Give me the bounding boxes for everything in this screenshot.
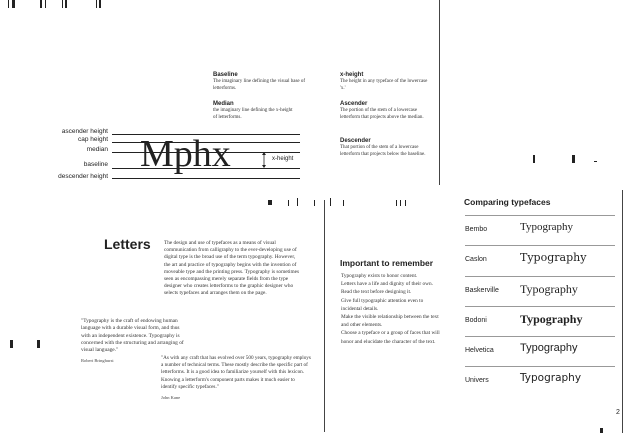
- typeface-sample: Typography: [520, 342, 578, 354]
- quote-kane: [161, 355, 311, 401]
- type-anatomy-diagram: [0, 0, 638, 190]
- diagram-sample-text: Mphx: [140, 133, 231, 175]
- comparing-heading: Comparing typefaces: [464, 197, 551, 207]
- label-cap-height: cap height: [78, 136, 108, 143]
- typeface-row-univers: [465, 366, 615, 397]
- quote-text: "As with any craft that has evolved over 500 years, typography employs a number of technical terms. These mostly describe the specific part of letterforms. It is a good idea to familiarize yourself with this lexicon. Knowing a letterform's component parts makes it much easier to identify specific typefaces.": [161, 355, 311, 390]
- glossary-definition: The portion of the stem of a lowercase letterform that projects above the median.: [340, 108, 424, 120]
- typeface-sample: Typography: [520, 312, 583, 326]
- xheight-label: x-height: [272, 156, 294, 162]
- typeface-sample: Typography: [520, 372, 582, 384]
- glossary-term: Descender: [340, 138, 371, 144]
- page-number: 2: [616, 409, 620, 416]
- glossary-definition: That portion of the stem of a lowercase letterform that projects below the baseline.: [340, 145, 426, 157]
- label-descender-height: descender height: [58, 173, 108, 180]
- remember-list: [341, 272, 441, 346]
- typeface-row-helvetica: [465, 336, 615, 367]
- vertical-rule-right: [622, 190, 623, 433]
- typeface-name: Caslon: [465, 256, 487, 263]
- typeface-sample: Typography: [520, 282, 578, 296]
- glossary-definition: the imaginary line defining the x-height of letterforms.: [213, 108, 293, 120]
- glossary-term: Baseline: [213, 72, 238, 78]
- glossary-term: x-height: [340, 72, 364, 78]
- remember-item: Choose a typeface or a group of faces that will honor and elucidate the character of the text.: [341, 330, 440, 345]
- glossary-definition: The height in any typeface of the lowercase 'x.': [340, 79, 428, 91]
- glossary-definition: The imaginary line defining the visual base of letterforms.: [213, 79, 306, 91]
- label-median: median: [86, 146, 108, 153]
- remember-item: Make the visible relationship between the text and other elements.: [341, 314, 439, 329]
- glossary-term: Ascender: [340, 101, 368, 107]
- typeface-sample: Typography: [520, 221, 573, 233]
- remember-item: Give full typographic attention even to incidental details.: [341, 297, 424, 312]
- remember-item: Read the text before designing it.: [341, 289, 412, 296]
- typeface-name: Bembo: [465, 226, 488, 233]
- typeface-name: Bodoni: [465, 317, 487, 324]
- typeface-name: Univers: [465, 377, 489, 384]
- letters-body: The design and use of typefaces as a means of visual communication from calligraphy to the ever-developing use of digital type is the broad use of the term typography. However, the art and practice of typography begins with the invention of moveable type and the printing press. Typography is sometimes seen as encompassing merely separate fields from the type designer who creates letterforms to the graphic designer who selects typefaces and arranges them on the page.: [164, 240, 300, 297]
- quote-author: John Kane: [161, 395, 181, 401]
- descender-line: [112, 178, 300, 179]
- quote-author: Robert Bringhurst: [81, 358, 114, 364]
- label-ascender-height: ascender height: [61, 128, 108, 135]
- typeface-sample: Typography: [520, 251, 587, 264]
- typeface-row-bembo: [465, 215, 615, 246]
- typeface-row-baskerville: [465, 276, 615, 307]
- remember-item: Letters have a life and dignity of their own.: [341, 281, 433, 288]
- remember-item: Typography exists to honor content.: [341, 273, 418, 279]
- remember-heading: Important to remember: [340, 258, 434, 268]
- letters-heading: Letters: [104, 236, 151, 252]
- vertical-rule-middle: [324, 200, 325, 432]
- label-baseline: baseline: [83, 161, 108, 168]
- quote-text: "Typography is the craft of endowing human language with a durable visual form, and thus with an independent existence. Typography is concerned with the structuring and arranging of visual language.": [81, 318, 184, 354]
- typeface-name: Helvetica: [465, 347, 494, 354]
- typeface-row-caslon: [465, 245, 615, 276]
- diagram-labels: [40, 128, 108, 183]
- glossary-term: Median: [213, 101, 234, 107]
- typeface-row-bodoni: [465, 306, 615, 337]
- xheight-indicator: [260, 152, 268, 168]
- typeface-name: Baskerville: [465, 287, 499, 294]
- decorative-mark-bottom-right: [600, 428, 603, 433]
